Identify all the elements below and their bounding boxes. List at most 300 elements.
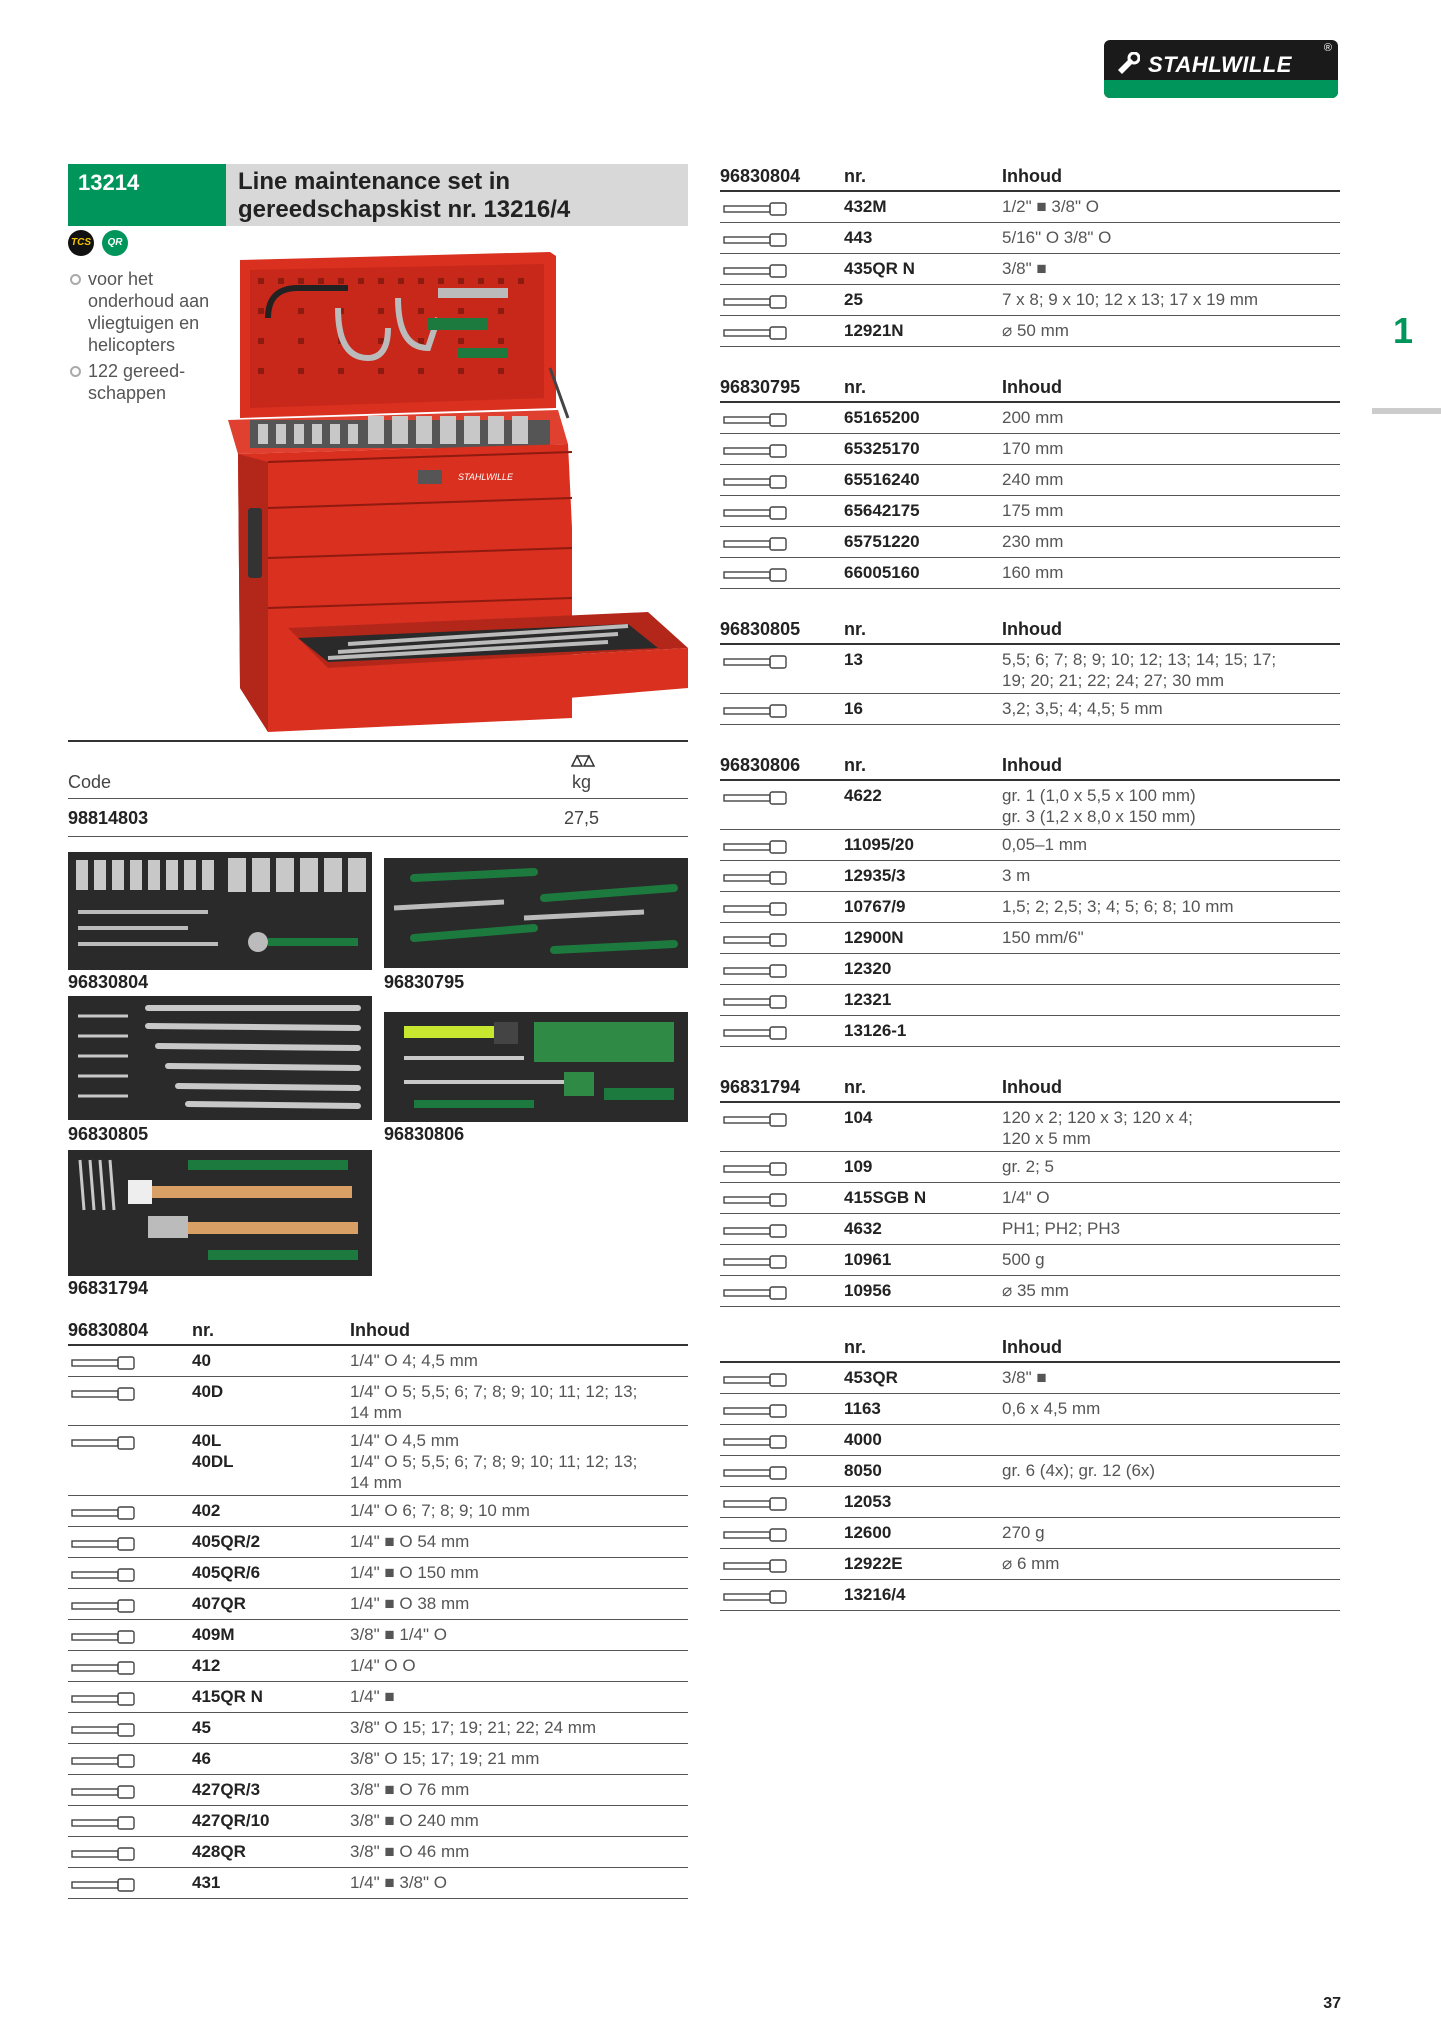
item-number: 65516240 [844, 470, 920, 489]
long-extension-icon [68, 1564, 164, 1586]
tool-icon [720, 929, 816, 951]
contents-table [720, 619, 1340, 725]
item-content: 1/4" O 6; 7; 8; 9; 10 mm [350, 1501, 530, 1520]
item-content: 1/4" O 5; 5,5; 6; 7; 8; 9; 10; 11; 12; 13; [350, 1382, 638, 1401]
tool-illustration [720, 1524, 816, 1551]
item-number: 46 [192, 1749, 211, 1768]
tool-illustration [720, 898, 816, 925]
code-table-bottom-rule [68, 836, 688, 837]
item-number: 40DL [192, 1452, 234, 1471]
tool-illustration [720, 651, 816, 678]
item-number: 1163 [844, 1399, 881, 1418]
universal-joint-icon [68, 1843, 164, 1865]
long-socket-icon [68, 1432, 164, 1454]
item-content: gr. 6 (4x); gr. 12 (6x) [1002, 1461, 1156, 1480]
title-line-1: Line maintenance set in [238, 168, 511, 195]
tool-icon [720, 1400, 816, 1422]
item-content: 3/8" ■ 1/4" O [350, 1625, 447, 1644]
item-content: 175 mm [1002, 501, 1064, 520]
nr-header: nr. [844, 1077, 867, 1097]
tray-label: 96830804 [68, 972, 149, 992]
tool-icon [720, 409, 816, 431]
chapter-number: 1 [1393, 310, 1414, 351]
table-row [720, 223, 1340, 253]
item-content: 3/8" ■ [1002, 1368, 1047, 1387]
tool-icon [720, 651, 816, 673]
item-content: 3/8" ■ O 46 mm [350, 1842, 470, 1861]
item-number: 405QR/2 [192, 1532, 261, 1551]
bullet-line: helicopters [88, 335, 176, 355]
tool-icon [720, 564, 816, 586]
right-contents-tables [720, 166, 1340, 1641]
set-number: 96830804 [720, 166, 801, 186]
tool-icon [720, 1022, 816, 1044]
item-content: 170 mm [1002, 439, 1064, 458]
code-table-top-rule [68, 740, 688, 742]
item-number: 104 [844, 1108, 873, 1127]
item-content: 120 x 2; 120 x 3; 120 x 4; [1002, 1108, 1193, 1127]
table-row [720, 1456, 1340, 1486]
table-row [720, 403, 1340, 433]
table-row [720, 1103, 1340, 1151]
table-row [720, 954, 1340, 984]
item-number: 10961 [844, 1250, 892, 1269]
tool-icon [720, 440, 816, 462]
table-row [68, 1837, 688, 1867]
tool-illustration [720, 1462, 816, 1489]
deep-socket-icon [68, 1750, 164, 1772]
item-number: 4000 [844, 1430, 882, 1449]
item-number: 412 [192, 1656, 221, 1675]
tool-illustration [68, 1812, 164, 1839]
inhoud-header: Inhoud [350, 1320, 410, 1340]
item-content: 3,2; 3,5; 4; 4,5; 5 mm [1002, 699, 1163, 718]
tool-icon [720, 1431, 816, 1453]
tool-illustration [720, 836, 816, 863]
item-number: 431 [192, 1873, 221, 1892]
item-number: 428QR [192, 1842, 246, 1861]
item-number: 13216/4 [844, 1585, 906, 1604]
table-row [720, 892, 1340, 922]
item-content: 1/4" ■ 3/8" O [350, 1873, 447, 1892]
tray-label: 96830795 [384, 972, 465, 992]
item-content: 5/16" O 3/8" O [1002, 228, 1112, 247]
set-number: 96830805 [720, 619, 801, 639]
left-contents-table [68, 1318, 688, 1899]
tool-illustration [720, 471, 816, 498]
table-row [68, 1713, 688, 1743]
tool-illustration [720, 1493, 816, 1520]
item-number: 66005160 [844, 563, 920, 582]
item-number: 409M [192, 1625, 235, 1644]
table-row [720, 1487, 1340, 1517]
tray-label: 96830805 [68, 1124, 149, 1144]
tool-illustration [68, 1432, 164, 1459]
item-content: gr. 1 (1,0 x 5,5 x 100 mm) [1002, 786, 1196, 805]
nr-header: nr. [844, 1337, 867, 1357]
universal-joint-icon [68, 1595, 164, 1617]
table-row [68, 1744, 688, 1774]
contents-table [720, 755, 1340, 1047]
item-content: 1/4" O O [350, 1656, 416, 1675]
table-row [720, 1580, 1340, 1610]
table-row [720, 496, 1340, 526]
table-row [68, 1651, 688, 1681]
table-row [68, 1558, 688, 1588]
tool-icon [720, 198, 816, 220]
inhoud-header: Inhoud [1002, 755, 1062, 775]
table-row [68, 1346, 688, 1376]
adaptor-icon [68, 1657, 164, 1679]
table-row [68, 1620, 688, 1650]
contents-table [720, 1077, 1340, 1307]
item-number: 65642175 [844, 501, 920, 520]
tray-label: 96830806 [384, 1124, 465, 1144]
table-row [720, 645, 1340, 693]
tool-illustration [68, 1502, 164, 1529]
tool-illustration [720, 322, 816, 349]
item-content: 150 mm/6" [1002, 928, 1084, 947]
item-content: 5,5; 6; 7; 8; 9; 10; 12; 13; 14; 15; 17; [1002, 650, 1277, 669]
tool-illustration [720, 533, 816, 560]
qr-badge: QR [102, 230, 128, 256]
table-row [720, 316, 1340, 346]
item-content: 1/4" ■ O 150 mm [350, 1563, 479, 1582]
tool-icon [720, 1555, 816, 1577]
tool-illustration [720, 1109, 816, 1136]
socket-icon [68, 1719, 164, 1741]
item-number: 109 [844, 1157, 873, 1176]
item-number: 427QR/3 [192, 1780, 261, 1799]
table-row [720, 830, 1340, 860]
item-content: 1/4" O 4; 4,5 mm [350, 1351, 478, 1370]
table-row [720, 861, 1340, 891]
item-number: 65325170 [844, 439, 920, 458]
tool-icon [720, 1462, 816, 1484]
item-content: 1/4" ■ O 38 mm [350, 1594, 470, 1613]
table-row [720, 1363, 1340, 1393]
item-number: 13126-1 [844, 1021, 907, 1040]
bit-socket-icon [68, 1502, 164, 1524]
item-number: 12053 [844, 1492, 892, 1511]
tool-illustration [720, 1251, 816, 1278]
item-content: 1/4" ■ [350, 1687, 395, 1706]
order-code: 98814803 [68, 808, 149, 828]
tool-icon [720, 1251, 816, 1273]
item-content: 120 x 5 mm [1002, 1129, 1091, 1148]
table-row [720, 1425, 1340, 1455]
tool-illustration [720, 1555, 816, 1582]
chapter-bar [1372, 408, 1441, 414]
table-row [720, 192, 1340, 222]
table-row [720, 285, 1340, 315]
table-row [68, 1868, 688, 1898]
tool-illustration [720, 1189, 816, 1216]
tray-image [68, 852, 372, 970]
inhoud-header: Inhoud [1002, 377, 1062, 397]
tool-illustration [720, 787, 816, 814]
tool-illustration [68, 1843, 164, 1870]
tool-illustration [720, 867, 816, 894]
tool-illustration [720, 502, 816, 529]
tool-illustration [720, 1586, 816, 1613]
table-row [720, 694, 1340, 724]
set-number: 96830795 [720, 377, 801, 397]
tool-illustration [68, 1626, 164, 1653]
tool-icon [720, 991, 816, 1013]
item-content: 14 mm [350, 1473, 402, 1492]
table-row [720, 1016, 1340, 1046]
nr-header: nr. [844, 619, 867, 639]
table-row [68, 1682, 688, 1712]
code-label: Code [68, 772, 112, 792]
item-number: 432M [844, 197, 887, 216]
table-row [68, 1527, 688, 1557]
item-number: 435QR N [844, 259, 915, 278]
tool-icon [720, 836, 816, 858]
item-number: 12320 [844, 959, 892, 978]
tool-illustration [720, 1022, 816, 1049]
item-number: 10956 [844, 1281, 892, 1300]
item-number: 12600 [844, 1523, 892, 1542]
tool-illustration [68, 1383, 164, 1410]
tool-illustration [720, 929, 816, 956]
table-row [720, 434, 1340, 464]
table-row [720, 465, 1340, 495]
socket-set-icon [68, 1383, 164, 1405]
item-content: 1/2" ■ 3/8" O [1002, 197, 1099, 216]
weight-scale-icon [568, 752, 598, 770]
item-number: 65751220 [844, 532, 920, 551]
item-content: ⌀ 6 mm [1002, 1554, 1060, 1573]
item-content: 3/8" ■ [1002, 259, 1047, 278]
tool-icon [720, 502, 816, 524]
tool-illustration [68, 1533, 164, 1560]
set-number: 96831794 [720, 1077, 801, 1097]
item-content: 3 m [1002, 866, 1031, 885]
item-number: 12921N [844, 321, 904, 340]
bullet-line: schappen [88, 383, 167, 403]
set-number: 96830806 [720, 755, 801, 775]
item-number: 10767/9 [844, 897, 906, 916]
tool-illustration [720, 440, 816, 467]
item-number: 12935/3 [844, 866, 906, 885]
item-content: gr. 2; 5 [1002, 1157, 1054, 1176]
item-number: 40L [192, 1431, 222, 1450]
item-number: 12321 [844, 990, 892, 1009]
item-content: 0,05–1 mm [1002, 835, 1088, 854]
title-line-2: gereedschapskist nr. 13216/4 [238, 196, 571, 223]
weight-value: 27,5 [564, 808, 600, 828]
item-number: 11095/20 [844, 835, 914, 854]
wrench-logo-icon [1116, 52, 1140, 76]
adaptor-icon [68, 1874, 164, 1896]
bullet-line: vliegtuigen en [88, 313, 200, 333]
tool-illustration [720, 700, 816, 727]
tool-icon [720, 867, 816, 889]
code-table-mid-rule [68, 798, 688, 799]
tool-icon [720, 322, 816, 344]
item-number: 25 [844, 290, 863, 309]
tool-icon [720, 960, 816, 982]
item-number: 13 [844, 650, 863, 669]
item-content: 3/8" O 15; 17; 19; 21; 22; 24 mm [350, 1718, 597, 1737]
item-content: ⌀ 35 mm [1002, 1281, 1069, 1300]
table-row [68, 1806, 688, 1836]
table-row [68, 1496, 688, 1526]
tool-icon [720, 787, 816, 809]
item-number: 65165200 [844, 408, 920, 427]
tool-illustration [68, 1750, 164, 1777]
item-number: 4622 [844, 786, 882, 805]
item-content: 500 g [1002, 1250, 1045, 1269]
tool-icon [720, 1158, 816, 1180]
item-content: 200 mm [1002, 408, 1064, 427]
tool-icon [720, 1493, 816, 1515]
tcs-badge: TCS [68, 230, 94, 256]
tray-label: 96831794 [68, 1278, 149, 1298]
ratchet-icon [68, 1688, 164, 1710]
item-content: 240 mm [1002, 470, 1064, 489]
registered-mark: ® [1323, 42, 1332, 54]
set-number: 96830804 [68, 1320, 149, 1340]
tool-illustration [720, 1400, 816, 1427]
tool-illustration [68, 1874, 164, 1901]
item-content: 270 g [1002, 1523, 1045, 1542]
table-row [720, 1183, 1340, 1213]
tool-icon [720, 1109, 816, 1131]
tool-illustration [720, 198, 816, 225]
table-row [720, 1394, 1340, 1424]
tool-illustration [68, 1564, 164, 1591]
table-row [68, 1589, 688, 1619]
item-content: 1/4" O 4,5 mm [350, 1431, 460, 1450]
table-row [720, 1152, 1340, 1182]
table-row [720, 558, 1340, 588]
tool-illustration [720, 291, 816, 318]
item-content: 3/8" O 15; 17; 19; 21 mm [350, 1749, 540, 1768]
item-content: gr. 3 (1,2 x 8,0 x 150 mm) [1002, 807, 1196, 826]
tool-illustration [720, 1220, 816, 1247]
extension-icon [68, 1781, 164, 1803]
item-content: 160 mm [1002, 563, 1064, 582]
inhoud-header: Inhoud [1002, 619, 1062, 639]
item-number: 415QR N [192, 1687, 263, 1706]
table-row [720, 1518, 1340, 1548]
item-number: 402 [192, 1501, 221, 1520]
page-number: 37 [1323, 1995, 1341, 2012]
tool-illustration [68, 1352, 164, 1379]
item-number: 40 [192, 1351, 211, 1370]
nr-header: nr. [192, 1320, 215, 1340]
tool-icon [720, 1282, 816, 1304]
toolbox-image [228, 248, 688, 738]
inhoud-header: Inhoud [1002, 1337, 1062, 1357]
contents-table [720, 166, 1340, 347]
inhoud-header: Inhoud [1002, 166, 1062, 186]
tool-illustration [720, 229, 816, 256]
item-content: 1/4" O 5; 5,5; 6; 7; 8; 9; 10; 11; 12; 13; [350, 1452, 638, 1471]
table-row [720, 781, 1340, 829]
tool-illustration [720, 409, 816, 436]
tool-icon [720, 1220, 816, 1242]
table-row [720, 1549, 1340, 1579]
tool-illustration [68, 1781, 164, 1808]
nr-header: nr. [844, 755, 867, 775]
table-row [68, 1775, 688, 1805]
tool-icon [720, 898, 816, 920]
item-content: 14 mm [350, 1403, 402, 1422]
bullet-line: 122 gereed- [88, 361, 186, 381]
item-content: 1/4" ■ O 54 mm [350, 1532, 470, 1551]
item-content: 1,5; 2; 2,5; 3; 4; 5; 6; 8; 10 mm [1002, 897, 1234, 916]
tool-icon [720, 260, 816, 282]
tool-illustration [720, 260, 816, 287]
tool-illustration [68, 1719, 164, 1746]
long-extension-icon [68, 1812, 164, 1834]
tool-illustration [720, 564, 816, 591]
item-number: 12922E [844, 1554, 903, 1573]
table-row [720, 923, 1340, 953]
item-content: 1/4" O [1002, 1188, 1050, 1207]
tool-illustration [68, 1595, 164, 1622]
item-content: PH1; PH2; PH3 [1002, 1219, 1121, 1238]
table-row [720, 985, 1340, 1015]
item-content: ⌀ 50 mm [1002, 321, 1069, 340]
nr-header: nr. [844, 377, 867, 397]
item-number: 8050 [844, 1461, 882, 1480]
product-code: 13214 [68, 164, 226, 226]
tray-image [384, 858, 688, 968]
tool-icon [720, 1524, 816, 1546]
tool-icon [720, 1586, 816, 1608]
socket-icon [68, 1352, 164, 1374]
item-number: 45 [192, 1718, 211, 1737]
item-number: 12900N [844, 928, 904, 947]
extension-icon [68, 1533, 164, 1555]
item-content: 0,6 x 4,5 mm [1002, 1399, 1101, 1418]
bullet-line: voor het [88, 269, 154, 289]
table-row [68, 1377, 688, 1425]
item-number: 405QR/6 [192, 1563, 261, 1582]
svg-text:STAHLWILLE: STAHLWILLE [458, 472, 514, 482]
tool-icon [720, 291, 816, 313]
tool-illustration [720, 960, 816, 987]
tool-icon [720, 229, 816, 251]
kg-label: kg [572, 772, 592, 792]
item-number: 415SGB N [844, 1188, 927, 1207]
item-content: 230 mm [1002, 532, 1064, 551]
table-row [720, 1245, 1340, 1275]
tray-image [384, 1012, 688, 1122]
tool-icon [720, 533, 816, 555]
tool-illustration [720, 991, 816, 1018]
product-title [226, 164, 688, 226]
tray-image [68, 1150, 372, 1276]
table-row [720, 527, 1340, 557]
tool-illustration [68, 1657, 164, 1684]
tool-icon [720, 471, 816, 493]
table-row [68, 1426, 688, 1495]
spinner-icon [68, 1626, 164, 1648]
tray-image [68, 996, 372, 1120]
item-number: 40D [192, 1382, 224, 1401]
table-row [720, 1214, 1340, 1244]
nr-header: nr. [844, 166, 867, 186]
tool-illustration [720, 1431, 816, 1458]
brand-name: STAHLWILLE [1148, 52, 1292, 77]
contents-table [720, 1337, 1340, 1611]
